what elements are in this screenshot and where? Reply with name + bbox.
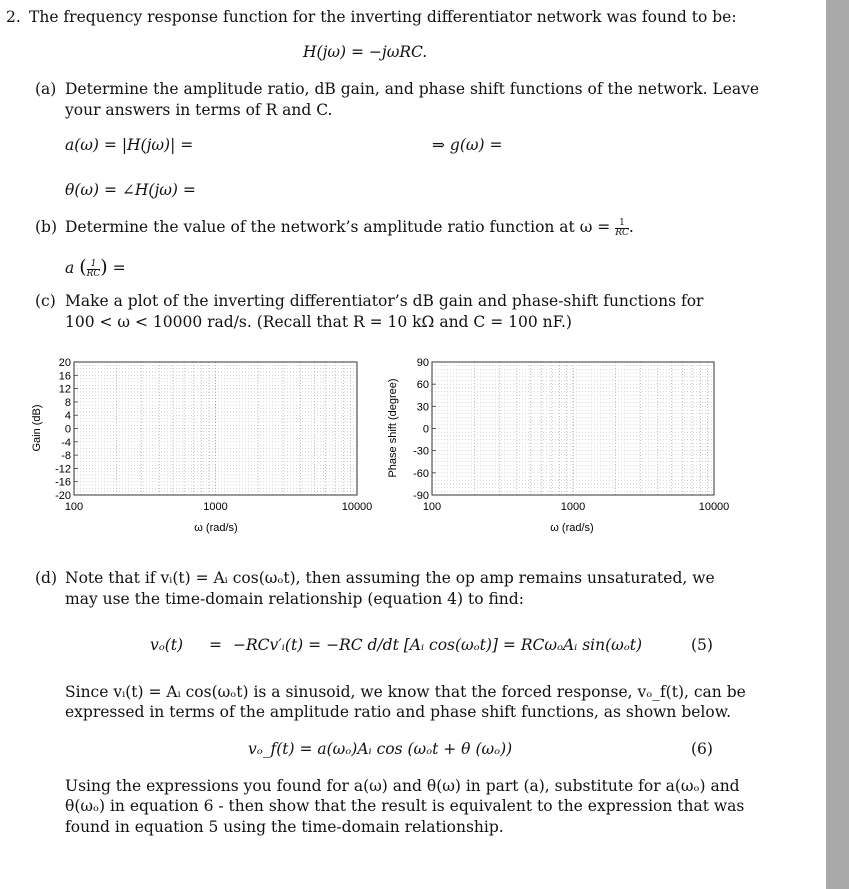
gain-y-tick-label: -20 (55, 490, 71, 502)
phase-y-axis-label: Phase shift (degree) (387, 378, 399, 478)
gain-y-tick-label: 4 (64, 410, 71, 423)
part-c-label: (c) (35, 292, 56, 310)
phase-y-tick-label: -30 (413, 445, 429, 458)
amplitude-ratio-equation: a(ω) = |H(jω)| = (65, 136, 194, 154)
part-d-para3-line2: θ(ωₒ) in equation 6 - then show that the result is equivalent to the expression that was (65, 797, 745, 815)
gain-x-axis-label: ω (rad/s) (194, 522, 238, 534)
eq5-number: (5) (691, 636, 713, 654)
phase-chart-grid (432, 362, 714, 495)
gain-y-axis-label: Gain (dB) (31, 404, 43, 452)
gain-y-tick-label: 0 (64, 423, 71, 436)
part-c-text-line2: 100 < ω < 10000 rad/s. (Recall that R = 10 kΩ and C = 100 nF.) (65, 313, 572, 331)
phase-x-tick-label: 100 (422, 501, 442, 513)
transfer-function-equation: H(jω) = −jωRC. (303, 43, 428, 61)
gain-x-ticks (65, 501, 372, 513)
eq6-number: (6) (691, 740, 713, 758)
gain-y-tick-label: 16 (58, 370, 71, 383)
part-a-label: (a) (35, 80, 57, 98)
phase-y-tick-label: -60 (413, 467, 429, 480)
part-d-para3-line3: found in equation 5 using the time-domain relationship. (65, 818, 504, 836)
part-d-label: (d) (35, 569, 58, 587)
part-a-text-line2: your answers in terms of R and C. (65, 101, 333, 119)
part-d-text-line2: may use the time-domain relationship (equation 4) to find: (65, 590, 524, 608)
part-b-lhs: a (65, 259, 75, 277)
phase-chart (382, 352, 730, 542)
gain-y-tick-label: -16 (55, 476, 71, 489)
gain-chart (26, 352, 373, 542)
fraction-denominator: RC (615, 227, 629, 238)
db-gain-equation: ⇒ g(ω) = (432, 136, 503, 154)
phase-x-tick-label: 10000 (698, 501, 730, 513)
gain-chart-grid (74, 362, 357, 495)
part-d-para2-line1: Since vᵢ(t) = Aᵢ cos(ωₒt) is a sinusoid, we know that the forced response, vₒ_f(t), can be (65, 683, 746, 701)
part-b-label: (b) (35, 218, 58, 236)
fraction-denominator-2: RC (86, 268, 101, 279)
part-d-text-line1: Note that if vᵢ(t) = Aᵢ cos(ωₒt), then assuming the op amp remains unsaturated, we (65, 569, 715, 587)
part-a-text-line1: Determine the amplitude ratio, dB gain, and phase shift functions of the network. Leave (65, 80, 760, 98)
phase-y-tick-label: 60 (416, 379, 429, 392)
phase-shift-equation: θ(ω) = ∠H(jω) = (65, 181, 196, 199)
part-b-sentence: Determine the value of the network’s amplitude ratio function at ω = (65, 218, 611, 236)
phase-x-ticks (423, 501, 729, 513)
eq5-lhs: vₒ(t) (150, 636, 184, 654)
part-b-text: Determine the value of the network’s amplitude ratio function at ω = $\frac{1}{RC}$ . (65, 217, 634, 238)
vertical-scrollbar[interactable] (826, 0, 849, 889)
eq6: vₒ_f(t) = a(ωₒ)Aᵢ cos (ωₒt + θ (ωₒ)) (248, 740, 513, 758)
gain-y-tick-label: -12 (55, 463, 71, 476)
phase-y-tick-label: 90 (416, 357, 429, 369)
phase-y-tick-label: -90 (413, 490, 429, 502)
gain-x-tick-label: 100 (64, 501, 84, 513)
fraction-numerator: 1 (615, 219, 629, 229)
one-over-rc-fraction (615, 219, 629, 238)
gain-y-tick-label: 8 (64, 396, 71, 409)
problem-number: 2. (6, 8, 21, 26)
gain-x-tick-label: 10000 (341, 501, 373, 513)
part-b-rhs: = (112, 259, 126, 277)
part-d-para3-line1: Using the expressions you found for a(ω) and θ(ω) in part (a), substitute for a(ωₒ) and (65, 777, 740, 795)
gain-x-tick-label: 1000 (203, 501, 228, 513)
phase-y-tick-label: 30 (416, 401, 429, 414)
gain-y-tick-label: -8 (61, 450, 71, 463)
phase-x-tick-label: 1000 (560, 501, 586, 513)
fraction-numerator-2: 1 (87, 260, 101, 270)
part-d-para2-line2: expressed in terms of the amplitude ratio and phase shift functions, as shown below. (65, 703, 732, 721)
gain-y-tick-label: 20 (58, 357, 71, 369)
problem-intro: The frequency response function for the inverting differentiator network was found to be: (29, 8, 737, 26)
gain-y-tick-label: -4 (61, 436, 71, 449)
eq5-equals: = (209, 636, 222, 654)
eq5-rhs: −RCv′ᵢ(t) = −RC d/dt [Aᵢ cos(ωₒt)] = RCωₒAᵢ sin(ωₒt) (233, 636, 643, 654)
phase-x-axis-label: ω (rad/s) (550, 522, 594, 534)
gain-y-tick-label: 12 (58, 383, 71, 396)
one-over-rc-fraction-2 (87, 260, 101, 279)
part-b-equation: a ( $\frac{1}{RC}$ ) = (65, 256, 126, 279)
phase-y-tick-label: 0 (422, 423, 429, 436)
part-c-text-line1: Make a plot of the inverting differentiator’s dB gain and phase-shift functions for (65, 292, 704, 310)
